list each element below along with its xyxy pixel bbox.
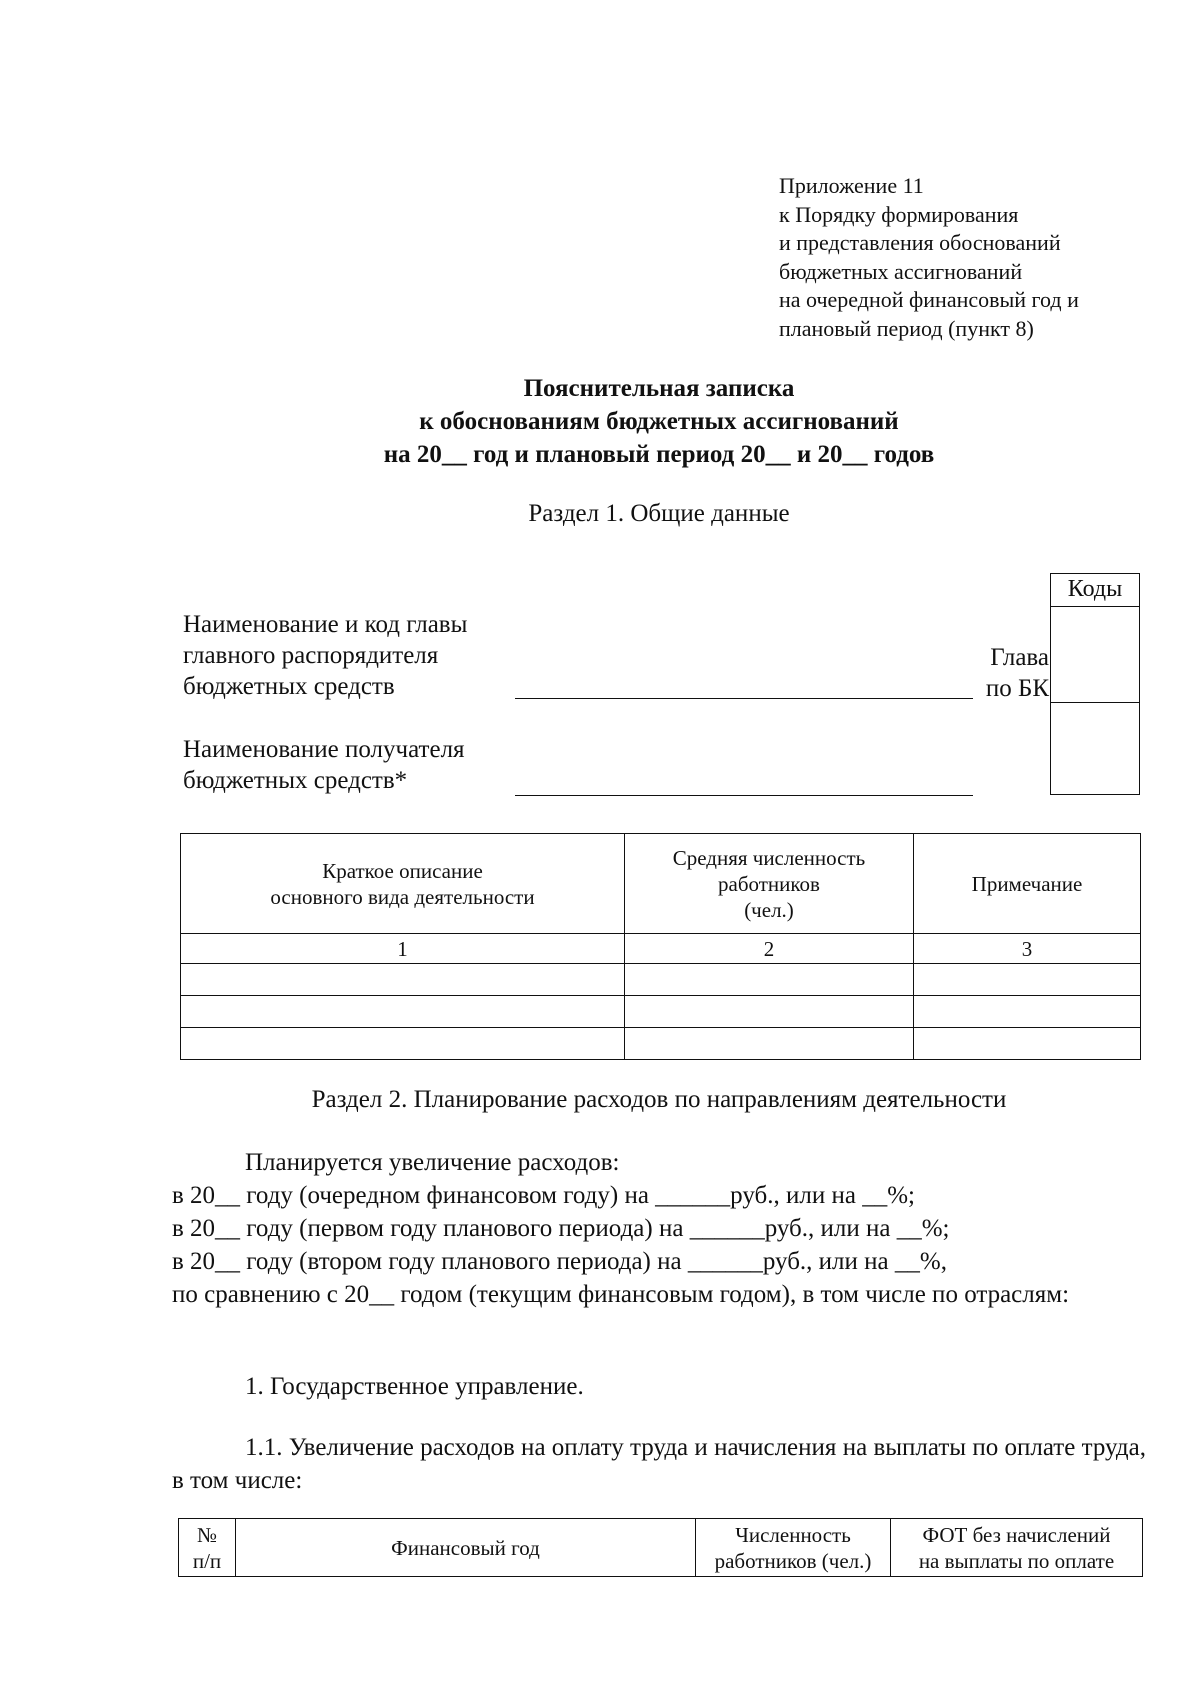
item-1-text: 1. Государственное управление. [245, 1373, 584, 1400]
header-line: работников (чел.) [714, 1548, 872, 1573]
plan-line: в 20__ году (очередном финансовом году) на ______руб., или на __%; [172, 1182, 915, 1209]
header-line: работников [718, 871, 820, 896]
appendix-line: Приложение 11 [779, 173, 924, 198]
field-recipient-input-line[interactable] [515, 795, 973, 796]
glava-line: по БК [985, 675, 1049, 702]
header-line: (чел.) [744, 897, 794, 922]
header-line: Примечание [971, 871, 1083, 896]
appendix-line: плановый период (пункт 8) [779, 315, 1034, 341]
table-cell[interactable] [625, 1028, 914, 1060]
table-cell[interactable] [181, 964, 625, 996]
header-line: ФОТ без начислений [922, 1522, 1111, 1547]
table-row [181, 1028, 1141, 1060]
label-line: Наименование получателя [183, 736, 465, 763]
table-cell[interactable] [914, 964, 1141, 996]
document-subtitle: к обоснованиям бюджетных ассигнований [419, 408, 899, 435]
table-cell[interactable] [625, 996, 914, 1028]
plan-comparison: по сравнению с 20__ годом (текущим финансовым годом), в том числе по отраслям: [172, 1281, 1070, 1308]
header-cell-year: Финансовый год [236, 1519, 696, 1577]
header-line: основного вида деятельности [270, 884, 535, 909]
codes-divider [1051, 702, 1139, 703]
appendix-line: на очередной финансовый год и [779, 287, 1079, 312]
field-main-manager-label [183, 609, 467, 702]
label-line: главного распорядителя [183, 642, 439, 669]
document-period: на 20__ год и плановый период 20__ и 20__ годов [383, 441, 935, 468]
codes-header: Коды [1051, 574, 1139, 607]
appendix-line: к Порядку формирования [779, 201, 1019, 227]
table-cell[interactable] [625, 964, 914, 996]
plan-intro: Планируется увеличение расходов: [245, 1149, 620, 1176]
glava-line: Глава [990, 644, 1049, 671]
expense-plan-paragraph [172, 1146, 1146, 1311]
table-row [181, 964, 1141, 996]
table-cell[interactable] [914, 1028, 1141, 1060]
section2-heading: Раздел 2. Планирование расходов по направлениям деятельности [311, 1086, 1007, 1113]
header-cell-headcount [696, 1519, 891, 1577]
item-1-1: 1.1. Увеличение расходов на оплату труда и начисления на выплаты по оплате труда, в том числе: [172, 1434, 1146, 1494]
activity-table [180, 833, 1141, 1060]
table-header-row [179, 1519, 1143, 1577]
payroll-table [178, 1518, 1143, 1577]
header-cell-note [914, 834, 1141, 934]
appendix-line: и представления обоснований [779, 230, 1061, 255]
label-line: бюджетных средств [183, 673, 395, 700]
field-main-manager-input-line[interactable] [515, 698, 973, 699]
table-number-row [181, 934, 1141, 964]
header-cell-description [181, 834, 625, 934]
table-cell[interactable] [914, 996, 1141, 1028]
header-cell-headcount [625, 834, 914, 934]
header-cell-number [179, 1519, 236, 1577]
header-line: на выплаты по оплате [918, 1548, 1115, 1573]
table-cell[interactable] [181, 996, 625, 1028]
document-title: Пояснительная записка [523, 375, 795, 402]
appendix-note [779, 172, 1079, 343]
appendix-line: бюджетных ассигнований [779, 258, 1023, 284]
column-number: 3 [914, 934, 1141, 964]
plan-line: в 20__ году (втором году планового периода) на ______руб., или на __%, [172, 1248, 947, 1275]
table-row [181, 996, 1141, 1028]
header-line: Краткое описание [322, 858, 483, 883]
field-recipient-label [183, 734, 465, 796]
label-line: Наименование и код главы [183, 611, 468, 638]
table-header-row [181, 834, 1141, 934]
glava-label [986, 642, 1049, 704]
codes-box [1050, 573, 1140, 795]
table-cell[interactable] [181, 1028, 625, 1060]
section1-heading: Раздел 1. Общие данные [528, 500, 790, 527]
column-number: 2 [625, 934, 914, 964]
header-cell-payroll [891, 1519, 1143, 1577]
header-line: п/п [192, 1548, 222, 1573]
header-line: Численность [735, 1522, 851, 1547]
plan-line: в 20__ году (первом году планового периода) на ______руб., или на __%; [172, 1215, 950, 1242]
column-number: 1 [181, 934, 625, 964]
header-line: Средняя численность [672, 845, 866, 870]
label-line: бюджетных средств* [183, 767, 408, 794]
item-1 [172, 1370, 1146, 1403]
header-line: № [196, 1522, 218, 1547]
